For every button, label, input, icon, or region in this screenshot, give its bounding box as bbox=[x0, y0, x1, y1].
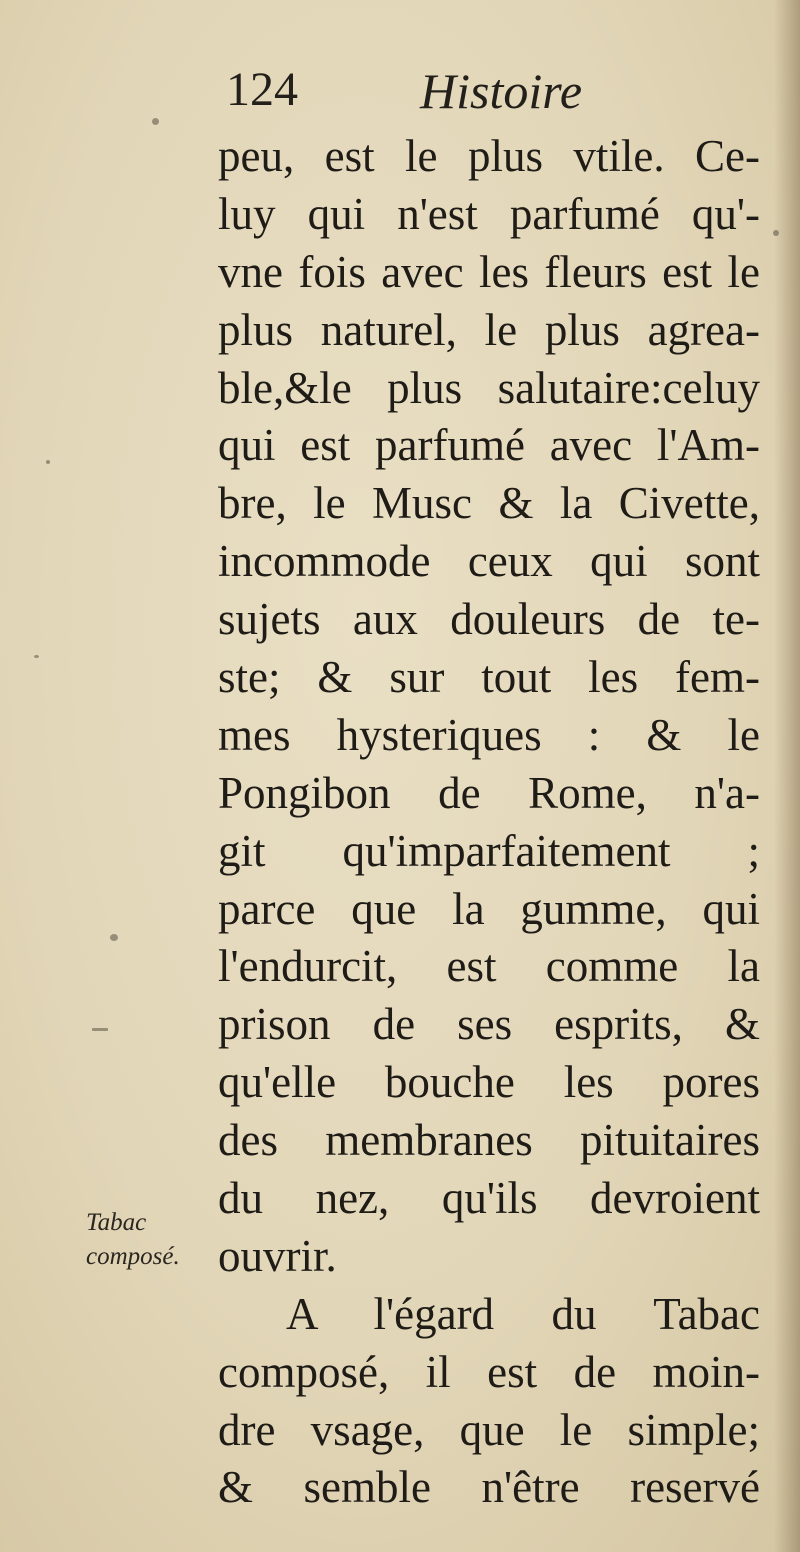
text-line: Pongibon de Rome, n'a- bbox=[218, 767, 760, 818]
paragraph-end-line: ouvrir. bbox=[218, 1230, 337, 1281]
text-line: peu, est le plus vtile. Ce- bbox=[218, 131, 760, 181]
text-line: qu'elle bouche les pores bbox=[218, 1057, 760, 1108]
text-line: composé, il est de moin- bbox=[218, 1346, 760, 1397]
text-line: l'endurcit, est comme la bbox=[218, 941, 760, 992]
text-line: ble,&le plus salutaire:celuy bbox=[218, 362, 760, 413]
text-line: & semble n'être reservé bbox=[218, 1462, 760, 1513]
marginal-note bbox=[86, 1206, 218, 1274]
paper-speck bbox=[773, 230, 779, 236]
running-title: Histoire bbox=[420, 63, 583, 119]
body-text bbox=[218, 128, 760, 1517]
text-line: prison de ses esprits, & bbox=[218, 999, 760, 1050]
text-line: dre vsage, que le simple; bbox=[218, 1404, 760, 1455]
text-line: bre, le Musc & la Civette, bbox=[218, 478, 760, 529]
page-header bbox=[0, 62, 800, 132]
text-line: plus naturel, le plus agrea- bbox=[218, 304, 760, 355]
text-line: ste; & sur tout les fem- bbox=[218, 652, 760, 703]
paper-speck bbox=[110, 934, 118, 941]
paper-speck bbox=[46, 460, 50, 464]
text-line: des membranes pituitaires bbox=[218, 1115, 760, 1166]
paper-speck bbox=[92, 1028, 108, 1031]
text-line: vne fois avec les fleurs est le bbox=[218, 246, 760, 297]
text-line: luy qui n'est parfumé qu'- bbox=[218, 188, 760, 239]
marginal-note-line: composé. bbox=[86, 1243, 180, 1270]
page-number: 124 bbox=[226, 63, 298, 116]
paragraph-start-line: A l'égard du Tabac bbox=[286, 1288, 760, 1339]
text-line: parce que la gumme, qui bbox=[218, 883, 760, 934]
text-line: du nez, qu'ils devroient bbox=[218, 1173, 760, 1224]
text-line: git qu'imparfaitement ; bbox=[218, 825, 760, 876]
text-line: mes hysteriques : & le bbox=[218, 709, 760, 760]
text-line: incommode ceux qui sont bbox=[218, 536, 760, 587]
text-line: qui est parfumé avec l'Am- bbox=[218, 420, 760, 471]
text-line: sujets aux douleurs de te- bbox=[218, 594, 760, 645]
marginal-note-line: Tabac bbox=[86, 1209, 147, 1236]
paper-speck bbox=[34, 655, 39, 658]
